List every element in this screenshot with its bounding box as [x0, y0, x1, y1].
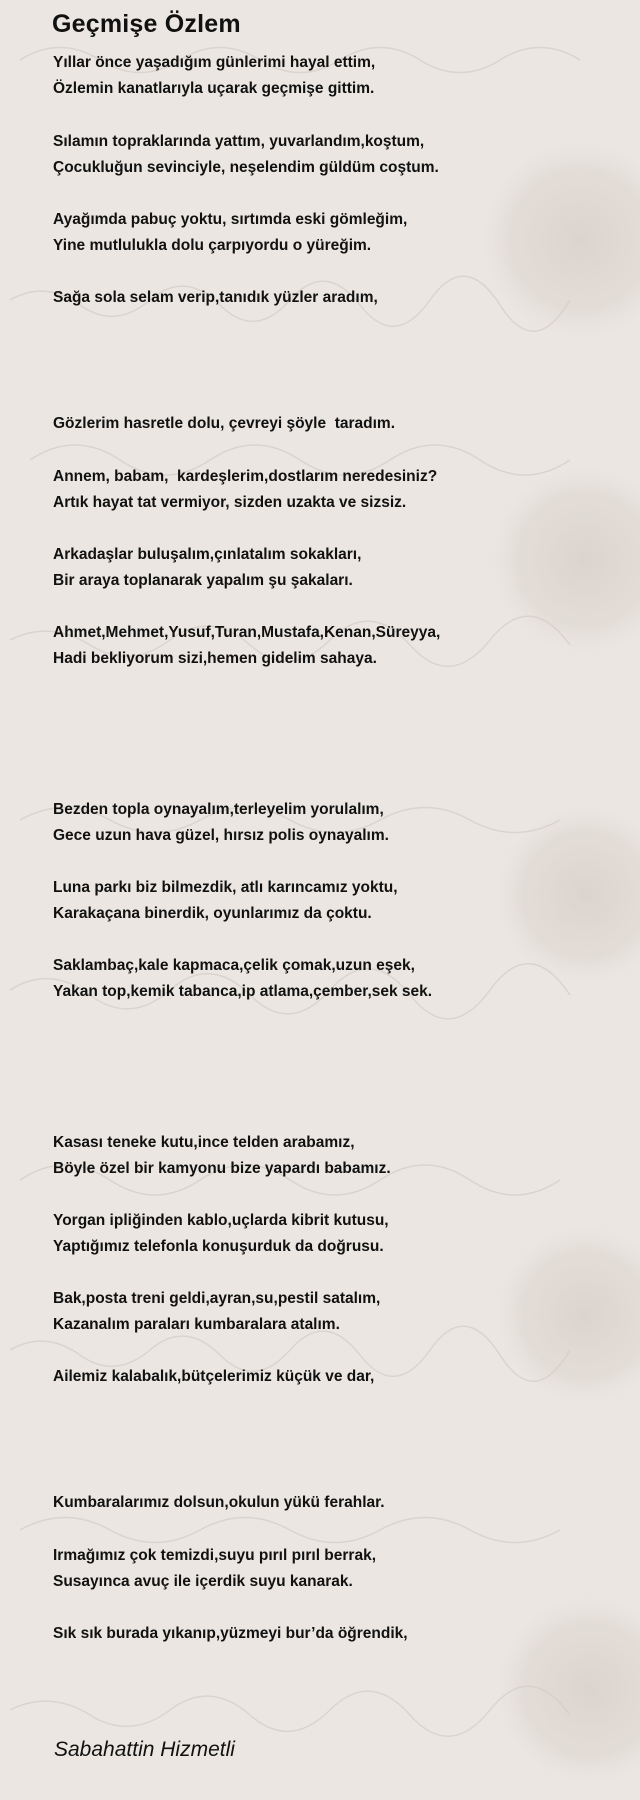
poem-line: Gözlerim hasretle dolu, çevreyi şöyle taradım.: [53, 415, 395, 432]
poem-line: Kasası teneke kutu,ince telden arabamız,: [53, 1134, 355, 1151]
poem-author: Sabahattin Hizmetli: [54, 1738, 235, 1761]
poem-line: Gece uzun hava güzel, hırsız polis oynayalım.: [53, 827, 389, 844]
poem-line: Ailemiz kalabalık,bütçelerimiz küçük ve dar,: [53, 1368, 375, 1385]
poem-line: Kumbaralarımız dolsun,okulun yükü ferahlar.: [53, 1494, 385, 1511]
poem-line: Yine mutlulukla dolu çarpıyordu o yüreğim.: [53, 237, 372, 254]
poem-line: Hadi bekliyorum sizi,hemen gidelim sahaya.: [53, 650, 377, 667]
poem-line: Susayınca avuç ile içerdik suyu kanarak.: [53, 1573, 353, 1590]
poem-line: Yakan top,kemik tabanca,ip atlama,çember,sek sek.: [53, 983, 433, 1000]
poem-line: Sık sık burada yıkanıp,yüzmeyi bur’da öğrendik,: [53, 1625, 408, 1642]
poem-line: Arkadaşlar buluşalım,çınlatalım sokakları,: [53, 546, 362, 563]
poem-line: Sılamın topraklarında yattım, yuvarlandım,koştum,: [53, 133, 425, 150]
poem-line: Bak,posta treni geldi,ayran,su,pestil satalım,: [53, 1290, 381, 1307]
poem-line: Bir araya toplanarak yapalım şu şakaları.: [53, 572, 353, 589]
poem-line: Saklambaç,kale kapmaca,çelik çomak,uzun eşek,: [53, 957, 415, 974]
poem-line: Böyle özel bir kamyonu bize yapardı babamız.: [53, 1160, 391, 1177]
poem-line: Çocukluğun sevinciyle, neşelendim güldüm coştum.: [53, 159, 439, 176]
poem-line: Bezden topla oynayalım,terleyelim yorulalım,: [53, 801, 384, 818]
poem-title: Geçmişe Özlem: [52, 10, 241, 38]
poem-line: Irmağımız çok temizdi,suyu pırıl pırıl berrak,: [53, 1547, 377, 1564]
poem-line: Annem, babam, kardeşlerim,dostlarım neredesiniz?: [53, 468, 438, 485]
poem-line: Kazanalım paraları kumbaralara atalım.: [53, 1316, 340, 1333]
poem-line: Yaptığımız telefonla konuşurduk da doğrusu.: [53, 1238, 384, 1255]
poem-line: Ahmet,Mehmet,Yusuf,Turan,Mustafa,Kenan,Süreyya,: [53, 624, 441, 641]
poem-line: Yıllar önce yaşadığım günlerimi hayal ettim,: [53, 54, 376, 71]
poem-line: Yorgan ipliğinden kablo,uçlarda kibrit kutusu,: [53, 1212, 389, 1229]
poem-line: Sağa sola selam verip,tanıdık yüzler aradım,: [53, 289, 378, 306]
poem-line: Luna parkı biz bilmezdik, atlı karıncamız yoktu,: [53, 879, 398, 896]
poem-line: Karakaçana binerdik, oyunlarımız da çoktu.: [53, 905, 372, 922]
poem-line: Özlemin kanatlarıyla uçarak geçmişe gittim.: [53, 80, 375, 97]
poem-line: Artık hayat tat vermiyor, sizden uzakta ve sizsiz.: [53, 494, 407, 511]
poem-line: Ayağımda pabuç yoktu, sırtımda eski gömleğim,: [53, 211, 408, 228]
